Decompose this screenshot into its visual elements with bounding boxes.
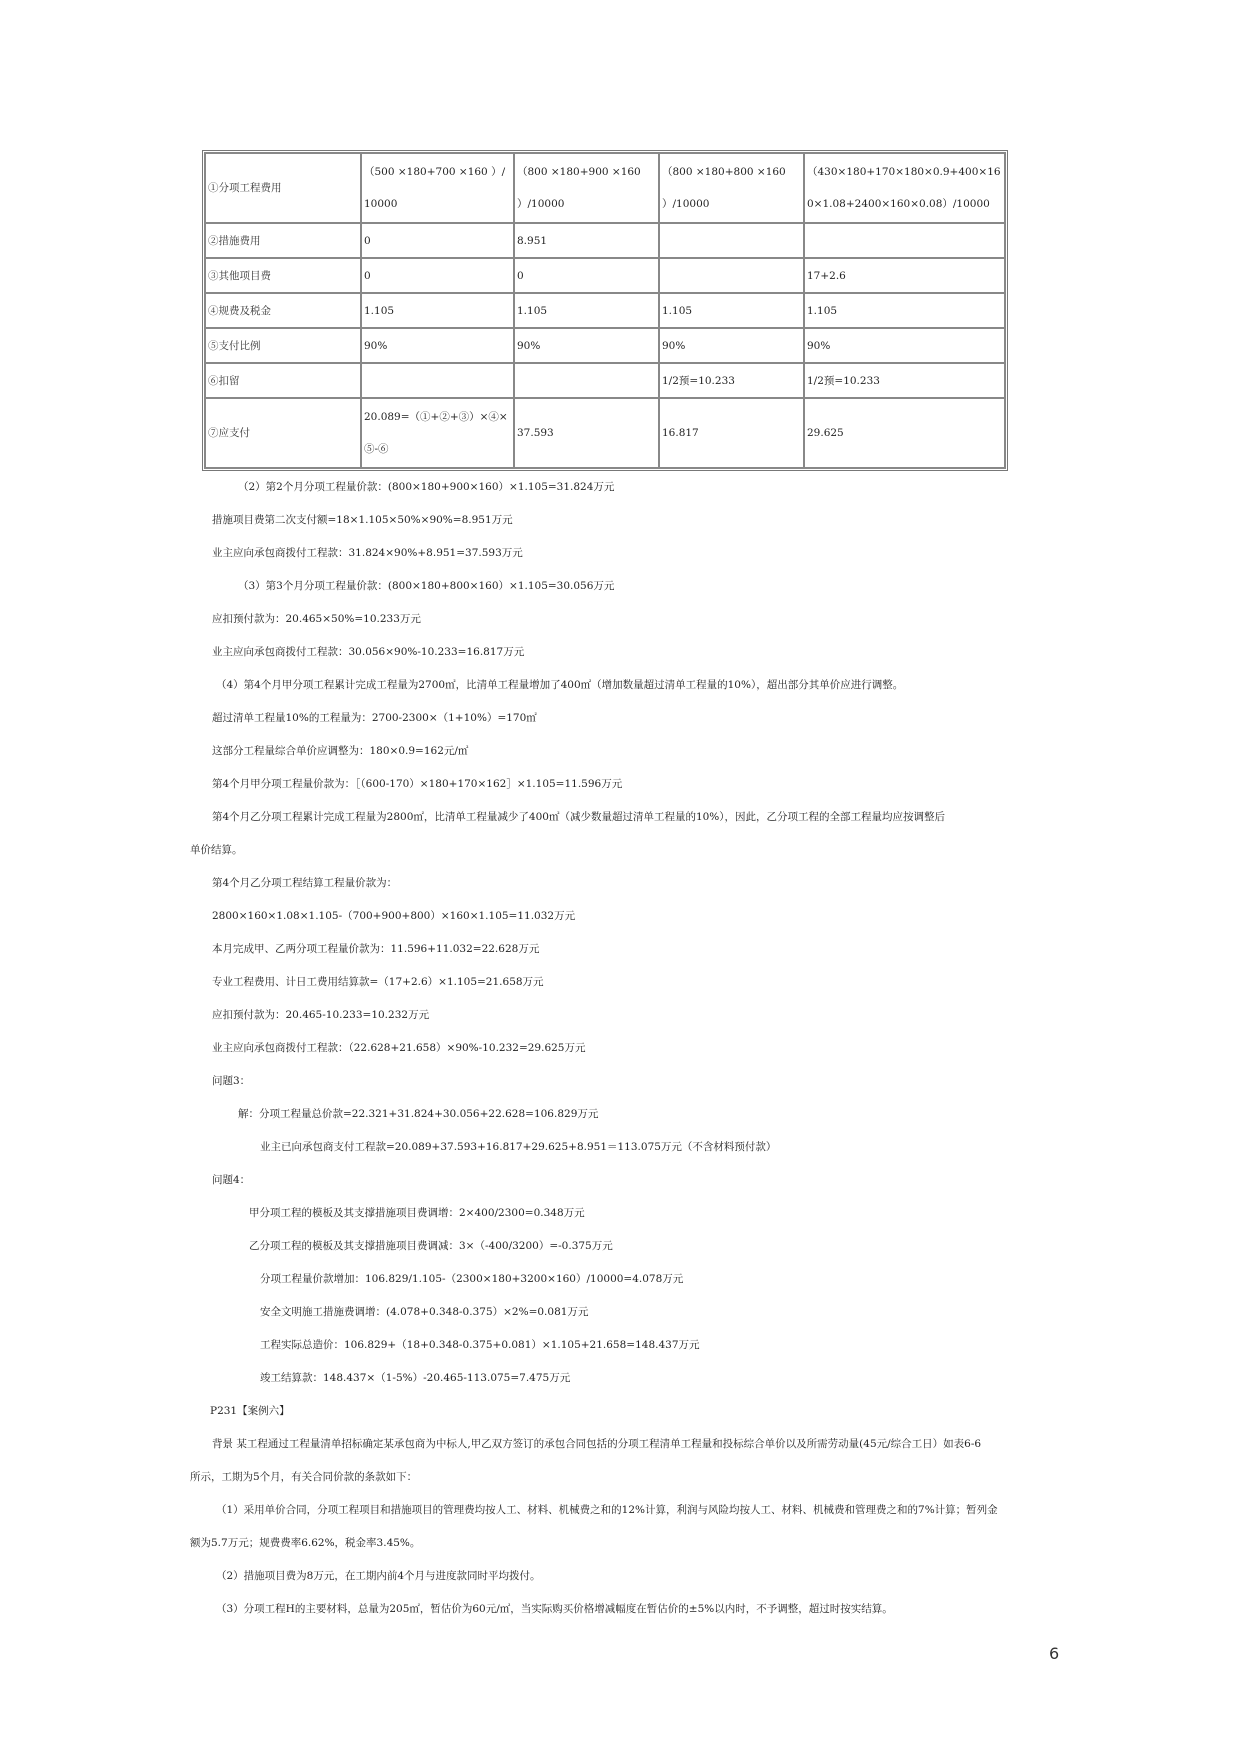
text-line: （3）第3个月分项工程量价款：(800×180+800×160）×1.105=30.056万元 (238, 580, 615, 592)
row-label: ⑦应支付 (205, 398, 361, 468)
table-row (205, 153, 1005, 223)
text-line: 所示，工期为5个月，有关合同价款的条款如下： (190, 1471, 418, 1483)
text-line: 甲分项工程的模板及其支撑措施项目费调增：2×400/2300=0.348万元 (249, 1207, 585, 1219)
table-row (205, 398, 1005, 468)
text-line: 单价结算。 (190, 844, 243, 856)
table-cell: 1.105 (804, 293, 1005, 328)
table-cell: 90% (514, 328, 659, 363)
table-cell: 1/2预=10.233 (659, 363, 804, 398)
table-cell: 0 (361, 223, 514, 258)
table-cell: 1.105 (659, 293, 804, 328)
text-line: 第4个月甲分项工程量价款为：［（600-170）×180+170×162］×1.105=11.596万元 (212, 778, 623, 790)
text-line: 解：分项工程量总价款=22.321+31.824+30.056+22.628=106.829万元 (238, 1108, 599, 1120)
text-line: 专业工程费用、计日工费用结算款=（17+2.6）×1.105=21.658万元 (212, 976, 544, 988)
text-line: （2）第2个月分项工程量价款：(800×180+900×160）×1.105=31.824万元 (238, 481, 615, 493)
text-line: 应扣预付款为：20.465-10.233=10.232万元 (212, 1009, 430, 1021)
table-row (205, 223, 1005, 258)
table-cell: （500 ×180+700 ×160 ）/10000 (361, 153, 514, 223)
text-line: 这部分工程量综合单价应调整为：180×0.9=162元/㎡ (212, 745, 469, 757)
text-line: （3）分项工程H的主要材料，总量为205㎡，暂估价为60元/㎡，当实际购买价格增减幅度在暂估价的±5%以内时，不予调整，超过时按实结算。 (216, 1603, 893, 1615)
text-line: P231【案例六】 (210, 1405, 290, 1417)
table-cell: 16.817 (659, 398, 804, 468)
text-line: 业主应向承包商拨付工程款：（22.628+21.658）×90%-10.232=29.625万元 (212, 1042, 586, 1054)
table-cell: 90% (659, 328, 804, 363)
text-line: 背景 某工程通过工程量清单招标确定某承包商为中标人,甲乙双方签订的承包合同包括的分项工程清单工程量和投标综合单价以及所需劳动量(45元/综合工日）如表6-6 (212, 1438, 982, 1450)
page-number: 6 (1049, 1644, 1060, 1663)
table-cell: （430×180+170×180×0.9+400×160×1.08+2400×160×0.08）/10000 (804, 153, 1005, 223)
text-line: 安全文明施工措施费调增：(4.078+0.348-0.375）×2%=0.081万元 (260, 1306, 589, 1318)
text-line: 本月完成甲、乙两分项工程量价款为：11.596+11.032=22.628万元 (212, 943, 540, 955)
text-line: （4）第4个月甲分项工程累计完成工程量为2700㎡，比清单工程量增加了400㎡（增加数量超过清单工程量的10%），超出部分其单价应进行调整。 (216, 679, 904, 691)
text-line: （2）措施项目费为8万元，在工期内前4个月与进度款同时平均拨付。 (216, 1570, 541, 1582)
table-cell: 1.105 (514, 293, 659, 328)
table-cell: 0 (514, 258, 659, 293)
table-row (205, 328, 1005, 363)
table-cell (659, 223, 804, 258)
table-cell: 1/2预=10.233 (804, 363, 1005, 398)
table-cell (659, 258, 804, 293)
text-line: 超过清单工程量10%的工程量为：2700-2300×（1+10%）=170㎡ (212, 712, 537, 724)
payment-table (204, 152, 1006, 469)
row-label: ④规费及税金 (205, 293, 361, 328)
table-cell: 90% (361, 328, 514, 363)
table-row (205, 258, 1005, 293)
text-line: （1）采用单价合同，分项工程项目和措施项目的管理费均按人工、材料、机械费之和的12%计算，利润与风险均按人工、材料、机械费和管理费之和的7%计算；暂列金 (216, 1504, 998, 1516)
table-cell: 8.951 (514, 223, 659, 258)
text-line: 乙分项工程的模板及其支撑措施项目费调减：3×（-400/3200）=-0.375万元 (249, 1240, 613, 1252)
table-row (205, 363, 1005, 398)
table-cell (514, 363, 659, 398)
table-cell: 37.593 (514, 398, 659, 468)
row-label: ⑥扣留 (205, 363, 361, 398)
text-line: 第4个月乙分项工程结算工程量价款为： (212, 877, 398, 889)
table-cell (361, 363, 514, 398)
table-cell: 29.625 (804, 398, 1005, 468)
text-line: 措施项目费第二次支付额=18×1.105×50%×90%=8.951万元 (212, 514, 513, 526)
table-row (205, 293, 1005, 328)
table-cell: 17+2.6 (804, 258, 1005, 293)
row-label: ⑤支付比例 (205, 328, 361, 363)
text-line: 应扣预付款为：20.465×50%=10.233万元 (212, 613, 421, 625)
table-cell (804, 223, 1005, 258)
row-label: ②措施费用 (205, 223, 361, 258)
table-cell: 90% (804, 328, 1005, 363)
text-line: 问题4： (212, 1174, 251, 1186)
table-cell: 1.105 (361, 293, 514, 328)
text-line: 2800×160×1.08×1.105-（700+900+800）×160×1.105=11.032万元 (212, 910, 576, 922)
table-cell: （800 ×180+800 ×160 ）/10000 (659, 153, 804, 223)
table-cell: 0 (361, 258, 514, 293)
text-line: 业主已向承包商支付工程款=20.089+37.593+16.817+29.625+8.951＝113.075万元（不含材料预付款） (260, 1141, 777, 1153)
text-line: 问题3： (212, 1075, 251, 1087)
text-line: 工程实际总造价：106.829+（18+0.348-0.375+0.081）×1.105+21.658=148.437万元 (260, 1339, 700, 1351)
text-line: 分项工程量价款增加：106.829/1.105-（2300×180+3200×160）/10000=4.078万元 (260, 1273, 684, 1285)
row-label: ①分项工程费用 (205, 153, 361, 223)
text-line: 竣工结算款：148.437×（1-5%）-20.465-113.075=7.475万元 (260, 1372, 571, 1384)
text-line: 额为5.7万元；规费费率6.62%，税金率3.45%。 (190, 1537, 421, 1549)
text-line: 业主应向承包商拨付工程款：31.824×90%+8.951=37.593万元 (212, 547, 523, 559)
text-line: 第4个月乙分项工程累计完成工程量为2800㎡，比清单工程量减少了400㎡（减少数量超过清单工程量的10%），因此，乙分项工程的全部工程量均应按调整后 (212, 811, 946, 823)
row-label: ③其他项目费 (205, 258, 361, 293)
text-line: 业主应向承包商拨付工程款：30.056×90%-10.233=16.817万元 (212, 646, 525, 658)
table-cell: （800 ×180+900 ×160 ）/10000 (514, 153, 659, 223)
table-cell: 20.089=（①+②+③）×④×⑤-⑥ (361, 398, 514, 468)
